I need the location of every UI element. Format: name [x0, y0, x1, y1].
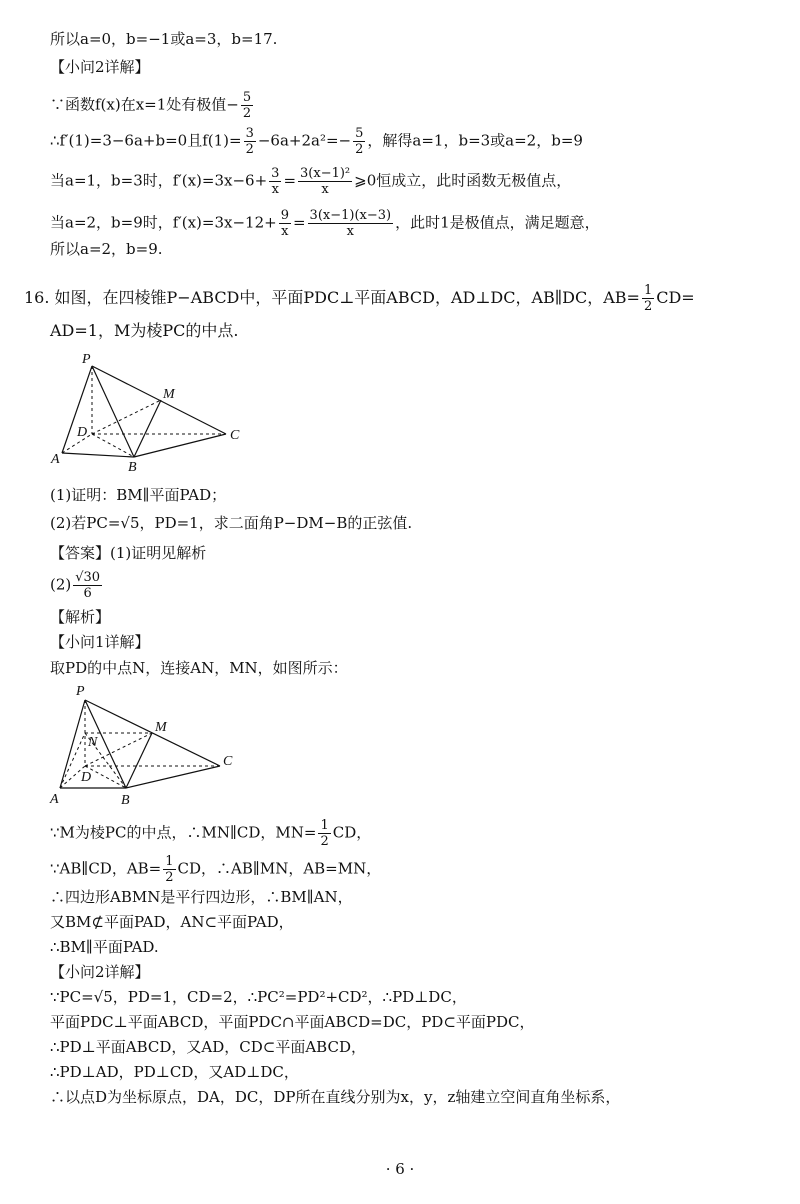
denominator: 2 — [245, 142, 254, 157]
label-D: D — [77, 425, 88, 440]
edge-PB — [92, 366, 134, 457]
denominator: 2 — [355, 142, 364, 157]
denominator: 2 — [320, 834, 329, 849]
fraction — [73, 570, 102, 601]
segment-BM — [126, 733, 152, 788]
text-span: CD，∴AB∥MN，AB=MN， — [177, 859, 382, 878]
text-span: ∵M为棱PC的中点，∴MN∥CD，MN= — [50, 823, 317, 842]
pyramid-figure-1 — [48, 350, 258, 475]
text-line: 平面PDC⊥平面ABCD，平面PDC∩平面ABCD=DC，PD⊂平面PDC， — [50, 1013, 535, 1031]
text-line — [50, 818, 371, 849]
label-B: B — [121, 793, 130, 808]
numerator: 3 — [245, 126, 254, 141]
text-span: ∴f′(1)=3−6a+b=0且f(1)= — [50, 131, 242, 150]
text-span: −6a+2a²=− — [257, 131, 352, 150]
fraction — [642, 283, 654, 314]
numerator: 1 — [165, 854, 174, 869]
edge-BC — [134, 434, 226, 457]
denominator: x — [346, 224, 354, 239]
label-C: C — [223, 754, 233, 769]
section-heading: 【小问1详解】 — [50, 633, 150, 651]
label-P: P — [76, 684, 85, 699]
text-span: ⩾0恒成立，此时函数无极值点， — [354, 171, 572, 190]
segment-DB — [85, 766, 126, 788]
text-span: ，解得a=1，b=3或a=2，b=9 — [367, 131, 583, 150]
text-line — [50, 208, 600, 239]
numerator: 3(x−1)(x−3) — [309, 208, 392, 223]
text-span: CD= — [656, 288, 695, 307]
numerator: 5 — [242, 90, 252, 105]
text-span: ∵AB∥CD，AB= — [50, 859, 162, 878]
text-line: 所以a=0，b=−1或a=3，b=17. — [50, 30, 278, 48]
fraction — [353, 126, 365, 157]
fraction — [163, 854, 175, 885]
text-span: CD， — [332, 823, 372, 842]
text-line: ∵PC=√5，PD=1，CD=2，∴PC²=PD²+CD²，∴PD⊥DC， — [50, 988, 467, 1006]
numerator: 1 — [643, 283, 653, 298]
segment-DB — [92, 434, 134, 457]
fraction — [298, 166, 352, 197]
denominator: x — [281, 224, 289, 239]
label-B: B — [128, 460, 137, 475]
fraction — [308, 208, 394, 239]
section-heading: 【小问2详解】 — [50, 58, 150, 76]
label-A: A — [50, 792, 59, 807]
denominator: 6 — [83, 586, 92, 601]
text-line: AD=1，M为棱PC的中点. — [50, 321, 239, 340]
numerator: 3(x−1)² — [300, 166, 351, 181]
text-span: ，此时1是极值点，满足题意， — [395, 213, 600, 232]
label-M: M — [155, 720, 167, 735]
text-span: (2) — [50, 575, 72, 594]
fraction — [241, 90, 253, 121]
text-line: ∴四边形ABMN是平行四边形，∴BM∥AN， — [50, 888, 353, 906]
numerator: 3 — [271, 166, 280, 181]
fraction — [244, 126, 256, 157]
fraction — [269, 166, 281, 197]
label-N: N — [88, 735, 98, 750]
segment-BM — [134, 400, 161, 457]
numerator: 1 — [320, 818, 329, 833]
label-A: A — [51, 452, 60, 467]
text-span: 当a=2，b=9时，f′(x)=3x−12+ — [50, 213, 277, 232]
label-C: C — [230, 428, 240, 443]
denominator: 2 — [242, 106, 252, 121]
text-span: 16. 如图，在四棱锥P−ABCD中，平面PDC⊥平面ABCD，AD⊥DC，AB∥DC，AB= — [24, 288, 640, 307]
analysis-heading: 【解析】 — [50, 608, 111, 626]
denominator: x — [321, 182, 329, 197]
edge-BC — [126, 766, 220, 788]
question-16 — [24, 283, 695, 314]
fraction — [318, 818, 330, 849]
label-M: M — [163, 387, 175, 402]
part-2: (2)若PC=√5，PD=1，求二面角P−DM−B的正弦值. — [50, 514, 413, 532]
text-line: ∴PD⊥平面ABCD，又AD，CD⊂平面ABCD， — [50, 1038, 366, 1056]
text-span: ∵函数f(x)在x=1处有极值− — [50, 95, 239, 114]
numerator: 9 — [280, 208, 289, 223]
label-P: P — [82, 352, 91, 367]
numerator: 5 — [355, 126, 364, 141]
text-line: ∴以点D为坐标原点，DA，DC，DP所在直线分别为x，y，z轴建立空间直角坐标系， — [50, 1088, 621, 1106]
denominator: 2 — [643, 299, 653, 314]
page-number: · 6 · — [385, 1160, 415, 1178]
denominator: 2 — [165, 870, 174, 885]
edge-AB — [62, 453, 134, 457]
label-D: D — [81, 770, 92, 785]
numerator: √30 — [75, 570, 101, 585]
text-line — [50, 126, 583, 157]
answer-2 — [50, 570, 104, 601]
text-line — [50, 90, 255, 121]
pyramid-figure-2 — [48, 680, 248, 810]
answer-heading: 【答案】(1)证明见解析 — [50, 544, 207, 562]
fraction — [279, 208, 291, 239]
text-line: 取PD的中点N，连接AN，MN，如图所示： — [50, 659, 348, 677]
text-line: 所以a=2，b=9. — [50, 240, 163, 258]
edge-PC — [92, 366, 226, 434]
text-span: 当a=1，b=3时，f′(x)=3x−6+ — [50, 171, 268, 190]
text-line: 又BM⊄平面PAD，AN⊂平面PAD， — [50, 913, 294, 931]
text-span: = — [283, 171, 297, 190]
text-span: = — [292, 213, 306, 232]
denominator: x — [271, 182, 279, 197]
text-line: ∴BM∥平面PAD. — [50, 938, 159, 956]
part-1: (1)证明：BM∥平面PAD； — [50, 486, 227, 504]
text-line: ∴PD⊥AD，PD⊥CD，又AD⊥DC， — [50, 1063, 299, 1081]
segment-DM — [92, 400, 161, 434]
section-heading: 【小问2详解】 — [50, 963, 150, 981]
text-line — [50, 166, 571, 197]
text-line — [50, 854, 381, 885]
